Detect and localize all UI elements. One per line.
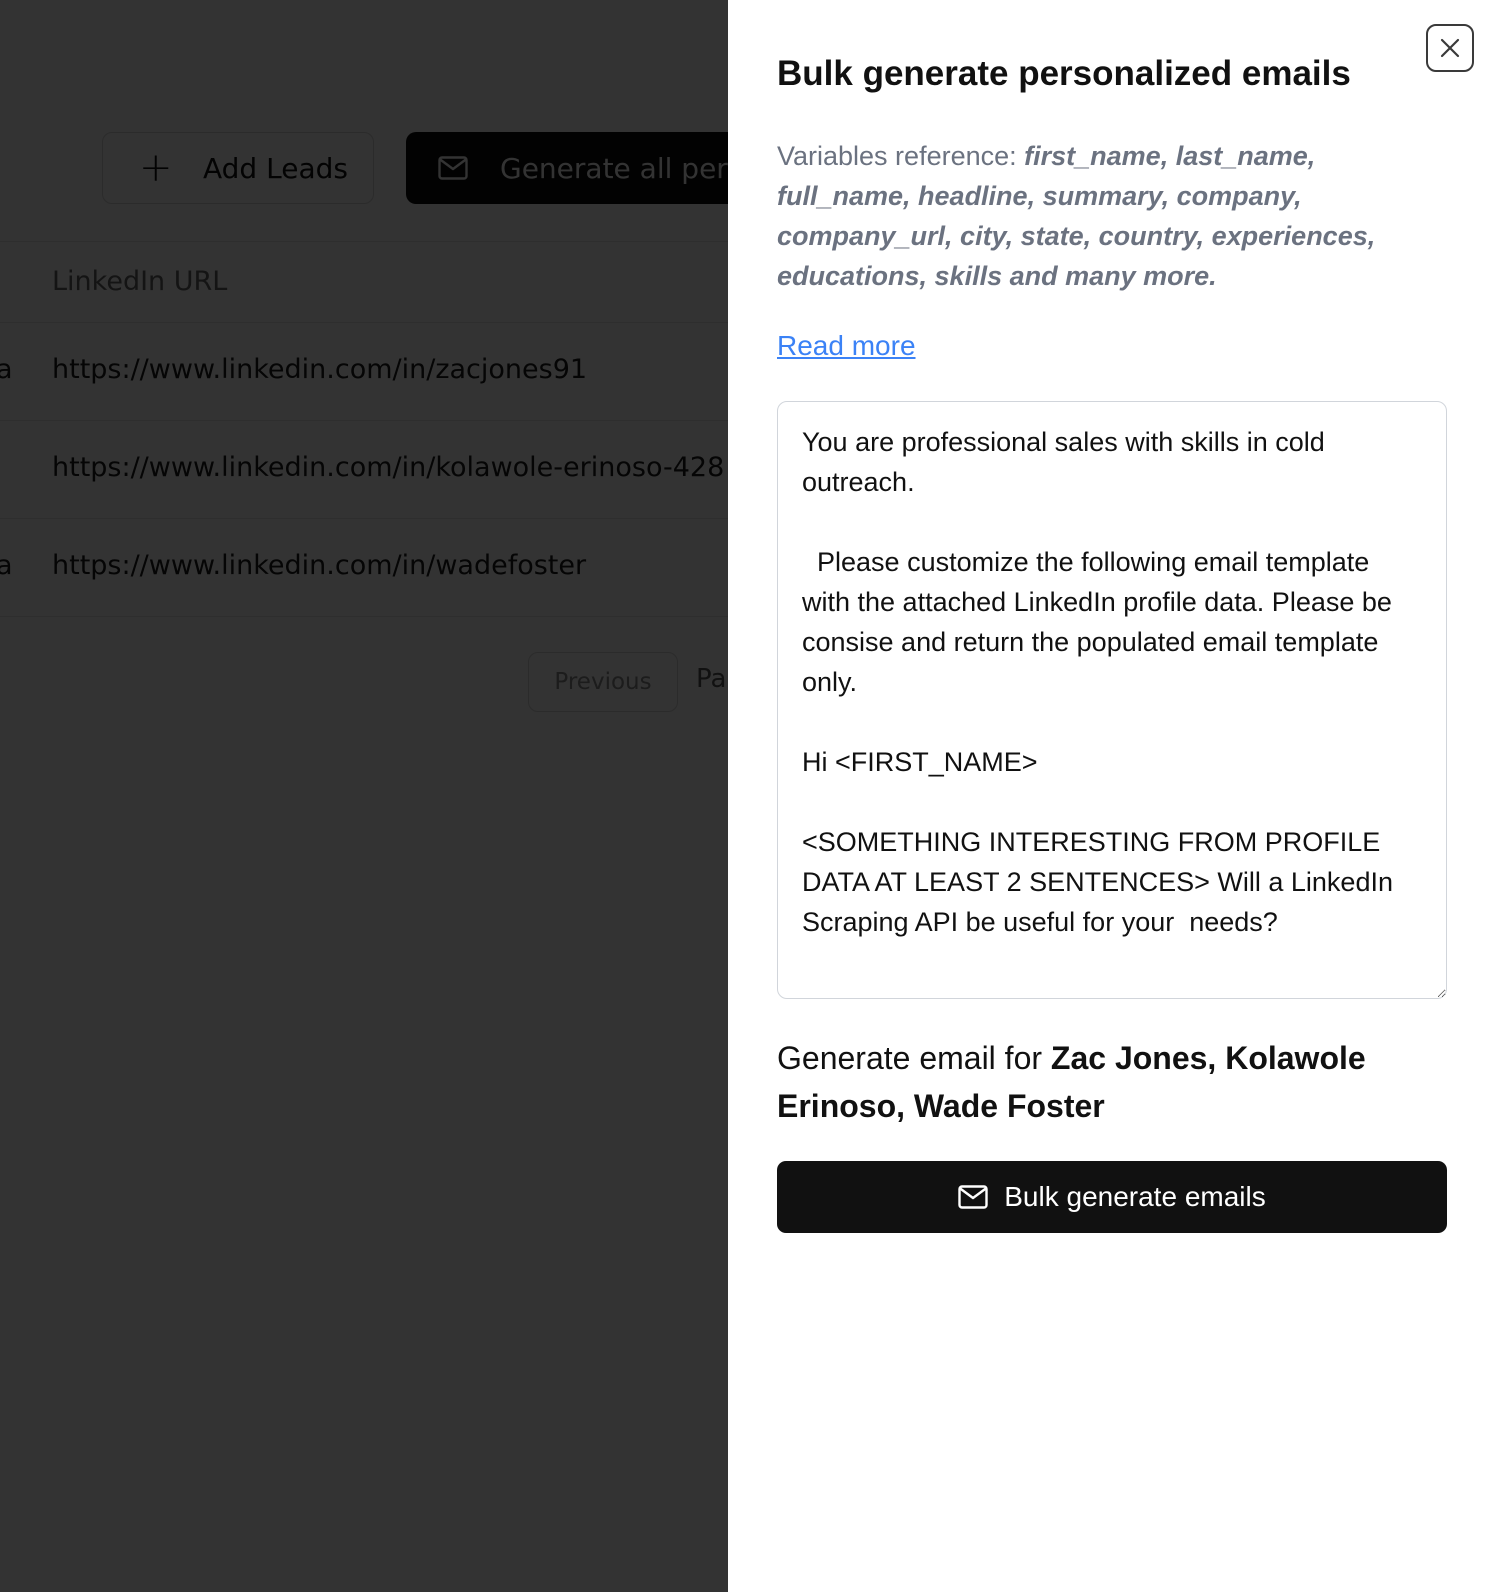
generate-for-summary — [777, 1034, 1437, 1130]
variables-reference — [777, 136, 1437, 296]
bulk-email-drawer — [728, 0, 1492, 1592]
variables-prefix: Variables reference: — [777, 141, 1025, 171]
generate-for-prefix: Generate email for — [777, 1040, 1051, 1076]
bulk-generate-label: Bulk generate emails — [1004, 1181, 1266, 1212]
bulk-generate-emails-button[interactable] — [777, 1161, 1447, 1233]
read-more-link[interactable]: Read more — [777, 330, 916, 361]
prompt-template-textarea[interactable] — [777, 401, 1447, 999]
selected-lead-names: Zac Jones, Kolawole Erinoso, Wade Foster — [777, 1040, 1366, 1124]
close-icon — [1438, 36, 1462, 60]
drawer-title: Bulk generate personalized emails — [777, 54, 1351, 93]
close-button[interactable] — [1426, 24, 1474, 72]
variables-list: first_name, last_name, full_name, headline, summary, company, company_url, city, state, country, experiences, educations, skills and many more. — [777, 141, 1376, 291]
mail-icon — [958, 1185, 988, 1209]
modal-backdrop[interactable] — [0, 0, 728, 1592]
